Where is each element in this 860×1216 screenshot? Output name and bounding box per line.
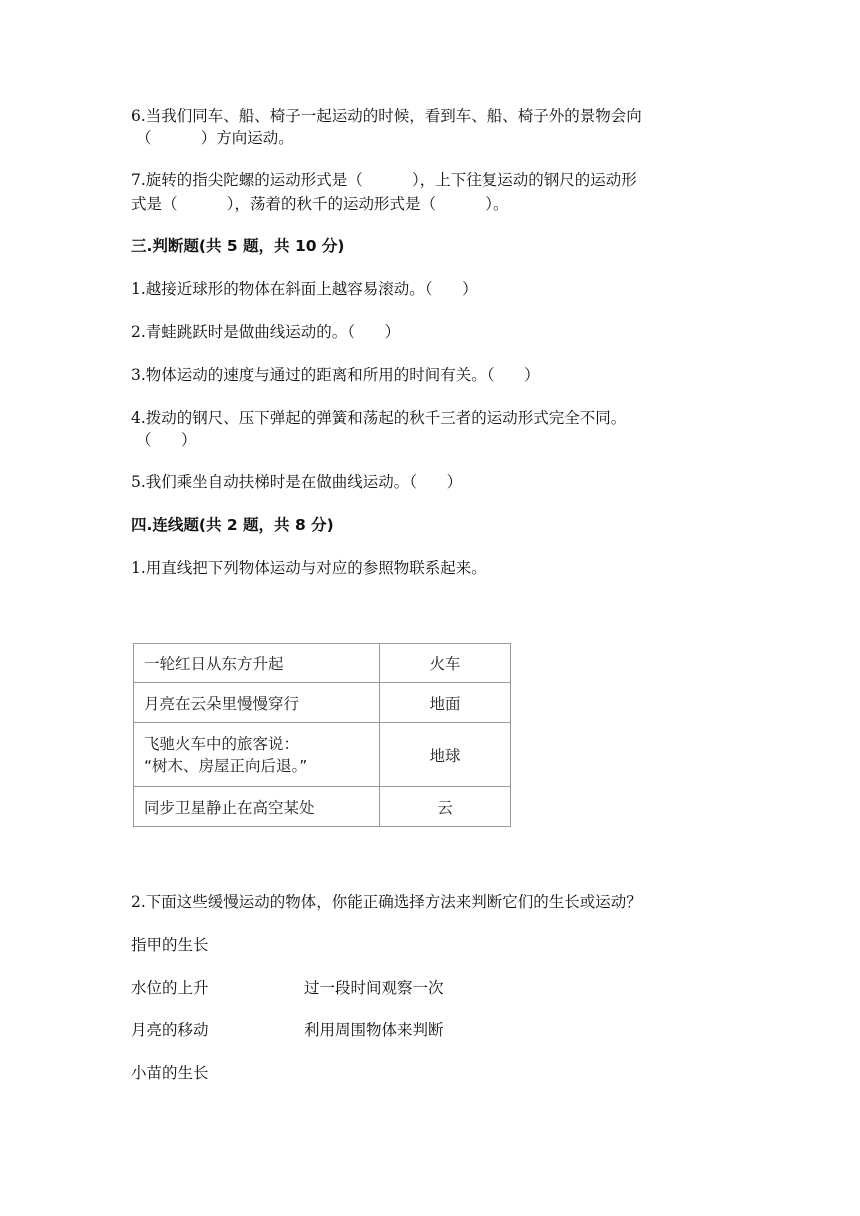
judge-item-4: 4.拨动的钢尺、压下弹起的弹簧和荡起的秋千三者的运动形式完全不同。 — [131, 409, 627, 427]
left-item: 指甲的生长 — [131, 936, 209, 954]
table-row — [134, 787, 511, 827]
section-4-title: 四.连线题(共 2 题，共 8 分) — [131, 516, 334, 534]
table-row — [134, 723, 511, 787]
table-cell-right: 火车 — [380, 644, 511, 683]
left-item: 水位的上升 — [131, 979, 209, 997]
judge-item-1: 1.越接近球形的物体在斜面上越容易滚动。（ ） — [131, 280, 478, 298]
table-cell-right: 地面 — [380, 683, 511, 723]
judge-item-5: 5.我们乘坐自动扶梯时是在做曲线运动。（ ） — [131, 473, 463, 491]
left-item: 月亮的移动 — [131, 1021, 209, 1039]
question-7-line-1: 7.旋转的指尖陀螺的运动形式是（ ），上下往复运动的钢尺的运动形 — [131, 171, 637, 189]
question-6-line-2: （ ）方向运动。 — [136, 129, 294, 147]
table-cell-left: 飞驰火车中的旅客说： “树木、房屋正向后退。” — [134, 723, 380, 787]
right-item: 过一段时间观察一次 — [304, 979, 444, 997]
section-3-title: 三.判断题(共 5 题，共 10 分) — [131, 237, 345, 255]
table-row — [134, 644, 511, 683]
judge-item-3: 3.物体运动的速度与通过的距离和所用的时间有关。（ ） — [131, 366, 540, 384]
matching-table — [133, 643, 511, 827]
table-cell-right: 地球 — [380, 723, 511, 787]
left-item: 小苗的生长 — [131, 1064, 209, 1082]
question-7-line-2: 式是（ ），荡着的秋千的运动形式是（ ）。 — [131, 195, 509, 213]
table-cell-right: 云 — [380, 787, 511, 827]
table-row — [134, 683, 511, 723]
table-cell-left: 月亮在云朵里慢慢穿行 — [134, 683, 380, 723]
judge-item-2: 2.青蛙跳跃时是做曲线运动的。（ ） — [131, 323, 401, 341]
matching-question-2: 2.下面这些缓慢运动的物体，你能正确选择方法来判断它们的生长或运动？ — [131, 893, 642, 911]
judge-item-4-blank: （ ） — [136, 431, 197, 449]
table-cell-left: 一轮红日从东方升起 — [134, 644, 380, 683]
table-cell-left: 同步卫星静止在高空某处 — [134, 787, 380, 827]
right-item: 利用周围物体来判断 — [304, 1021, 444, 1039]
question-6-line-1: 6.当我们同车、船、椅子一起运动的时候，看到车、船、椅子外的景物会向 — [131, 107, 642, 125]
matching-question-1: 1.用直线把下列物体运动与对应的参照物联系起来。 — [131, 559, 487, 577]
